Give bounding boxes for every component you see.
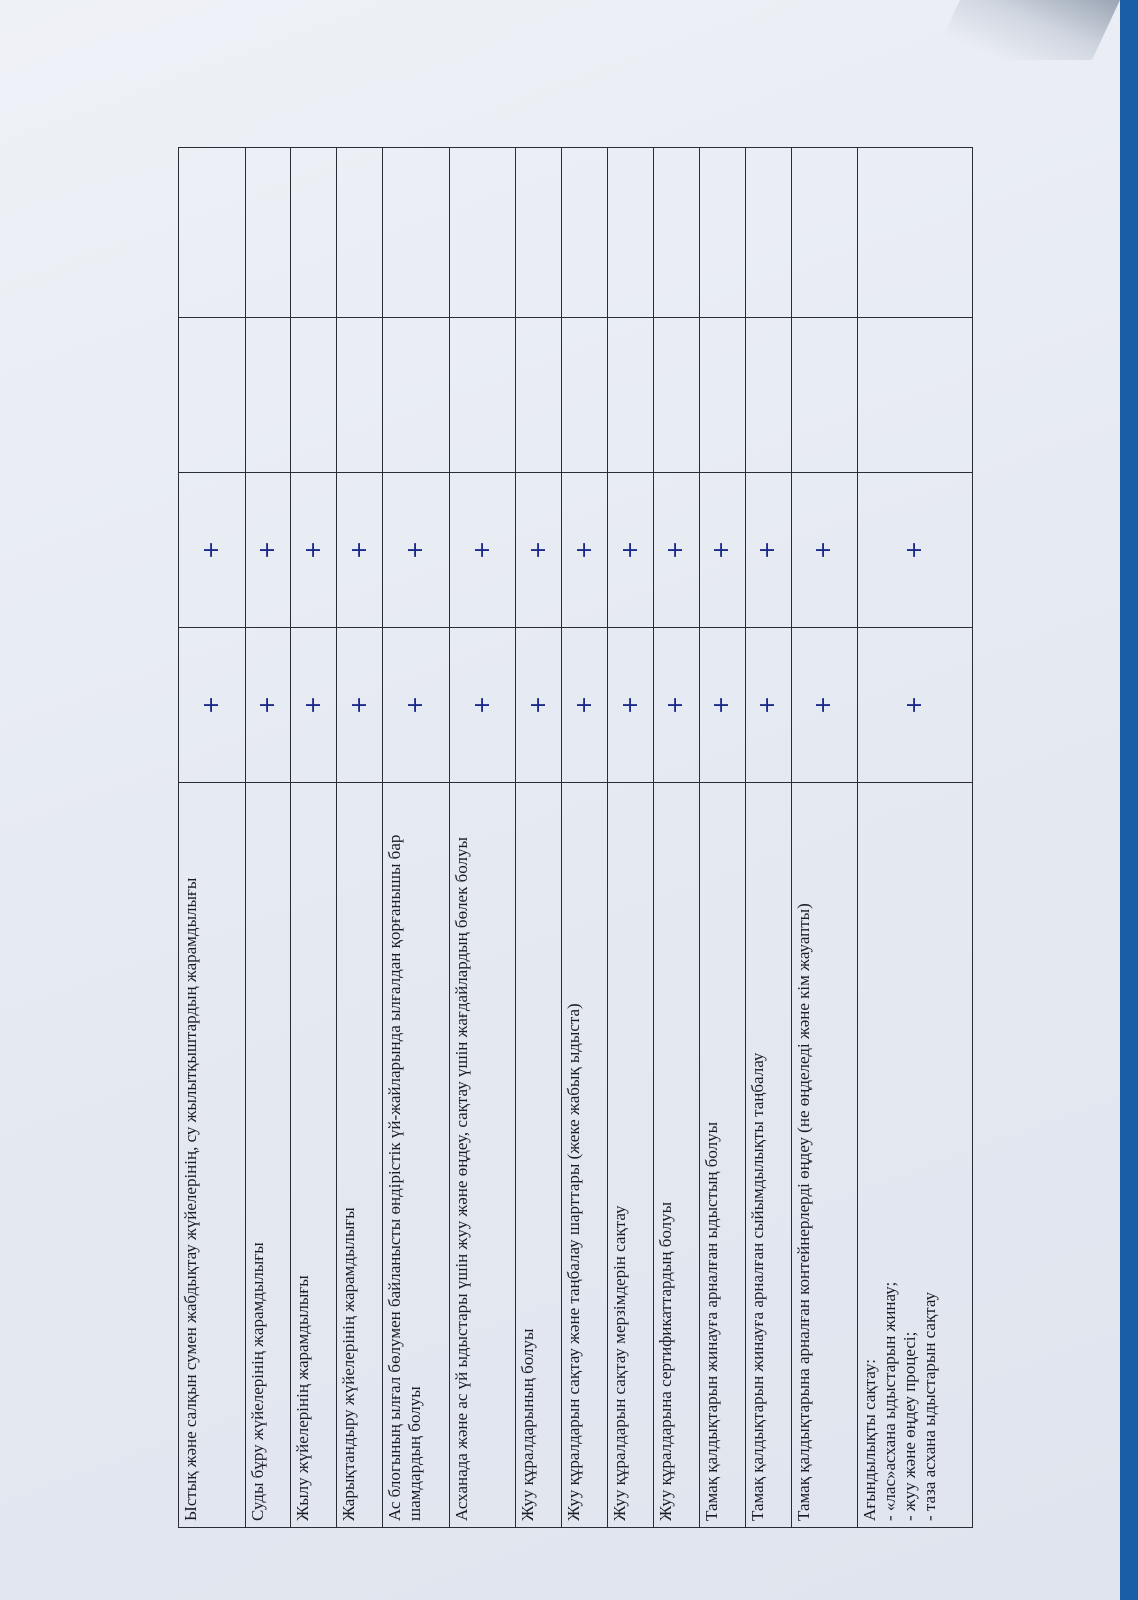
check-mark-cell: +: [653, 628, 699, 783]
check-mark-cell: +: [608, 473, 654, 628]
criterion-line: Ағындылықты сақтау:: [860, 1359, 880, 1521]
table-row: [562, 148, 608, 1528]
check-mark-cell: +: [699, 473, 745, 628]
empty-cell: [516, 318, 562, 473]
criterion-cell: Жуу құралдарына сертификаттардың болуы: [653, 783, 699, 1528]
table-row: [291, 148, 337, 1528]
empty-cell: [337, 148, 383, 318]
table-row: [858, 148, 973, 1528]
check-mark-cell: +: [291, 628, 337, 783]
check-mark-cell: +: [562, 628, 608, 783]
empty-cell: [608, 148, 654, 318]
check-mark-cell: +: [699, 628, 745, 783]
table-row: [699, 148, 745, 1528]
empty-cell: [449, 148, 516, 318]
table-row: [516, 148, 562, 1528]
check-mark-cell: +: [179, 628, 246, 783]
check-mark-cell: +: [245, 473, 291, 628]
empty-cell: [699, 148, 745, 318]
check-mark-cell: +: [791, 628, 858, 783]
table-row: [745, 148, 791, 1528]
empty-cell: [608, 318, 654, 473]
check-mark-cell: +: [608, 628, 654, 783]
empty-cell: [791, 318, 858, 473]
check-mark-cell: +: [516, 628, 562, 783]
empty-cell: [562, 148, 608, 318]
empty-cell: [291, 148, 337, 318]
table-row: [179, 148, 246, 1528]
criterion-cell: Жуу құралдарын сақтау және таңбалау шарттары (жеке жабық ыдыста): [562, 783, 608, 1528]
check-mark-cell: +: [337, 628, 383, 783]
empty-cell: [179, 148, 246, 318]
checklist-table-rotated: [178, 148, 973, 1528]
criterion-cell: Ыстық және салқын сумен жабдықтау жүйелерінің, су жылытқыштардың жарамдылығы: [179, 783, 246, 1528]
check-mark-cell: +: [516, 473, 562, 628]
criterion-cell: Тамақ қалдықтарын жинауға арналған сыйымдылықты таңбалау: [745, 783, 791, 1528]
check-mark-cell: +: [745, 628, 791, 783]
empty-cell: [383, 148, 450, 318]
empty-cell: [245, 318, 291, 473]
table-row: [608, 148, 654, 1528]
criterion-cell: Жарықтандыру жүйелерінің жарамдылығы: [337, 783, 383, 1528]
empty-cell: [745, 148, 791, 318]
table-row: [337, 148, 383, 1528]
check-mark-cell: +: [653, 473, 699, 628]
empty-cell: [245, 148, 291, 318]
check-mark-cell: +: [449, 628, 516, 783]
empty-cell: [858, 148, 973, 318]
criterion-cell: Тамақ қалдықтарына арналған контейнерлерді өңдеу (не өңделеді және кім жауапты): [791, 783, 858, 1528]
page-curl: [932, 0, 1120, 60]
criterion-line: - «лас»асхана ыдыстарын жинау;: [880, 1281, 900, 1521]
check-mark-cell: +: [562, 473, 608, 628]
criterion-line: - жуу және өңдеу процесі;: [900, 1331, 920, 1521]
criterion-cell: Жылу жүйелерінің жарамдылығы: [291, 783, 337, 1528]
empty-cell: [745, 318, 791, 473]
checklist-table: [178, 147, 973, 1528]
table-row: [449, 148, 516, 1528]
empty-cell: [653, 318, 699, 473]
check-mark-cell: +: [858, 473, 973, 628]
criterion-cell: Суды бұру жүйелерінің жарамдылығы: [245, 783, 291, 1528]
criterion-cell: [858, 783, 973, 1528]
criterion-cell: Тамақ қалдықтарын жинауға арналған ыдыстың болуы: [699, 783, 745, 1528]
table-row: [245, 148, 291, 1528]
empty-cell: [562, 318, 608, 473]
check-mark-cell: +: [337, 473, 383, 628]
empty-cell: [449, 318, 516, 473]
criterion-line: - таза асхана ыдыстарын сақтау: [920, 1291, 940, 1521]
check-mark-cell: +: [179, 473, 246, 628]
check-mark-cell: +: [245, 628, 291, 783]
check-mark-cell: +: [449, 473, 516, 628]
check-mark-cell: +: [745, 473, 791, 628]
check-mark-cell: +: [858, 628, 973, 783]
criterion-cell: Асханада және ас үй ыдыстары үшін жуу және өңдеу, сақтау үшін жағдайлардың бөлек болуы: [449, 783, 516, 1528]
check-mark-cell: +: [383, 473, 450, 628]
empty-cell: [383, 318, 450, 473]
table-row: [791, 148, 858, 1528]
empty-cell: [699, 318, 745, 473]
check-mark-cell: +: [291, 473, 337, 628]
check-mark-cell: +: [383, 628, 450, 783]
empty-cell: [653, 148, 699, 318]
empty-cell: [179, 318, 246, 473]
table-row: [383, 148, 450, 1528]
criterion-cell: Жуу құралдарының болуы: [516, 783, 562, 1528]
empty-cell: [858, 318, 973, 473]
criterion-cell: Жуу құралдарын сақтау мерзімдерін сақтау: [608, 783, 654, 1528]
empty-cell: [791, 148, 858, 318]
empty-cell: [291, 318, 337, 473]
checklist-rows: [179, 148, 973, 1528]
criterion-cell: Ас блогының ылғал бөлумен байланысты өндірістік үй-жайларында ылғалдан қорғанышы бар шамдардың болуы: [383, 783, 450, 1528]
table-row: [653, 148, 699, 1528]
empty-cell: [516, 148, 562, 318]
empty-cell: [337, 318, 383, 473]
check-mark-cell: +: [791, 473, 858, 628]
